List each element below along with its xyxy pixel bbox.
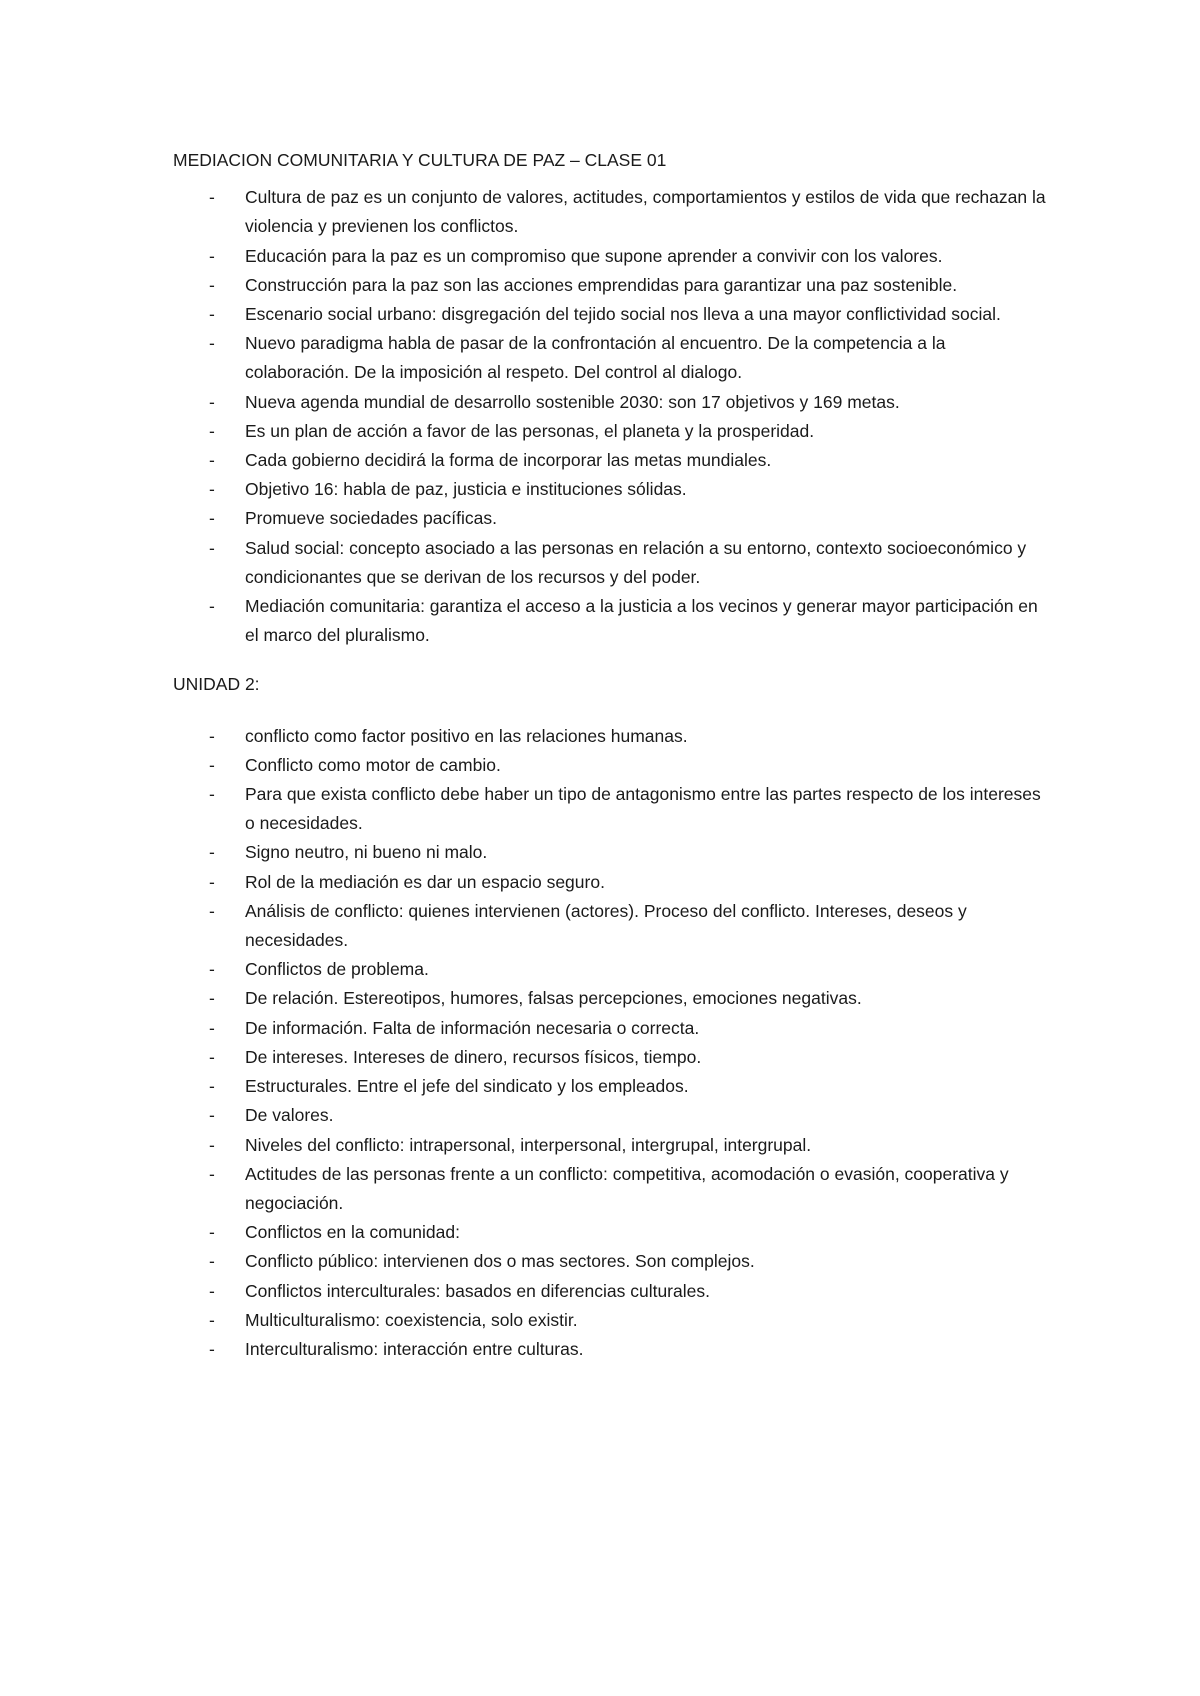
note-item [173, 242, 1053, 271]
bullet-dash: - [209, 1076, 215, 1097]
unit-2-item-text: Rol de la mediación es dar un espacio seguro. [245, 871, 605, 892]
bullet-dash: - [209, 420, 215, 441]
note-item-text: Promueve sociedades pacíficas. [245, 508, 497, 529]
note-item-text: Nuevo paradigma habla de pasar de la confrontación al encuentro. De la competencia a la colaboración. De la imposición al respeto. Del control al dialogo. [245, 333, 946, 383]
unit-2-heading: UNIDAD 2: [173, 674, 260, 695]
note-item [173, 300, 1053, 329]
note-item [173, 592, 1053, 650]
bullet-dash: - [209, 333, 215, 354]
bullet-dash: - [209, 187, 215, 208]
unit-2-item [173, 868, 1053, 897]
unit-2-item-text: Interculturalismo: interacción entre culturas. [245, 1338, 584, 1359]
note-item-text: Cada gobierno decidirá la forma de incorporar las metas mundiales. [245, 450, 772, 471]
unit-2-item [173, 897, 1053, 955]
unit-2-item [173, 955, 1053, 984]
note-item-text: Cultura de paz es un conjunto de valores, actitudes, comportamientos y estilos de vida que rechazan la violencia y previenen los conflictos. [245, 187, 1046, 237]
unit-2-item [173, 984, 1053, 1013]
note-item [173, 504, 1053, 533]
bullet-dash: - [209, 274, 215, 295]
unit-2-item-text: De relación. Estereotipos, humores, falsas percepciones, emociones negativas. [245, 988, 862, 1009]
unit-2-item [173, 1131, 1053, 1160]
unit-2-item [173, 751, 1053, 780]
bullet-dash: - [209, 391, 215, 412]
unit-2-item-text: Para que exista conflicto debe haber un tipo de antagonismo entre las partes respecto de los intereses o necesidades. [245, 784, 1041, 834]
unit-2-item-text: Niveles del conflicto: intrapersonal, interpersonal, intergrupal, intergrupal. [245, 1134, 812, 1155]
bullet-dash: - [209, 725, 215, 746]
bullet-dash: - [209, 1046, 215, 1067]
bullet-dash: - [209, 245, 215, 266]
bullet-dash: - [209, 871, 215, 892]
unit-2-item-text: De intereses. Intereses de dinero, recursos físicos, tiempo. [245, 1046, 702, 1067]
note-item-text: Construcción para la paz son las acciones emprendidas para garantizar una paz sostenible. [245, 274, 958, 295]
note-item [173, 183, 1053, 241]
bullet-dash: - [209, 754, 215, 775]
note-item-text: Nueva agenda mundial de desarrollo sostenible 2030: son 17 objetivos y 169 metas. [245, 391, 900, 412]
document-title: MEDIACION COMUNITARIA Y CULTURA DE PAZ – CLASE 01 [173, 150, 667, 170]
bullet-dash: - [209, 508, 215, 529]
unit-2-item-text: Estructurales. Entre el jefe del sindicato y los empleados. [245, 1076, 689, 1097]
bullet-dash: - [209, 842, 215, 863]
note-item-text: Mediación comunitaria: garantiza el acceso a la justicia a los vecinos y generar mayor participación en el marco del pluralismo. [245, 596, 1038, 646]
note-item [173, 446, 1053, 475]
unit-2-item-text: Conflicto público: intervienen dos o mas sectores. Son complejos. [245, 1251, 755, 1272]
unit-2-item [173, 1218, 1053, 1247]
note-item-text: Educación para la paz es un compromiso que supone aprender a convivir con los valores. [245, 245, 943, 266]
unit-2-item [173, 1072, 1053, 1101]
unit-2-item [173, 1277, 1053, 1306]
unit-2-item-text: Signo neutro, ni bueno ni malo. [245, 842, 488, 863]
unit-2-item [173, 1306, 1053, 1335]
bullet-dash: - [209, 1338, 215, 1359]
unit-2-item [173, 1101, 1053, 1130]
bullet-dash: - [209, 1017, 215, 1038]
unit-2-item-text: conflicto como factor positivo en las relaciones humanas. [245, 725, 688, 746]
unit-2-item-text: De información. Falta de información necesaria o correcta. [245, 1017, 700, 1038]
unit-2-item-text: Conflictos en la comunidad: [245, 1222, 460, 1243]
note-item [173, 534, 1053, 592]
note-item-text: Objetivo 16: habla de paz, justicia e instituciones sólidas. [245, 479, 687, 500]
note-item-text: Escenario social urbano: disgregación del tejido social nos lleva a una mayor conflictividad social. [245, 304, 1001, 325]
unit-2-item-text: Conflictos interculturales: basados en diferencias culturales. [245, 1280, 710, 1301]
note-item-text: Es un plan de acción a favor de las personas, el planeta y la prosperidad. [245, 420, 815, 441]
bullet-dash: - [209, 900, 215, 921]
unit-2-item [173, 722, 1053, 751]
unit-2-item-text: Análisis de conflicto: quienes intervienen (actores). Proceso del conflicto. Intereses, deseos y necesidades. [245, 900, 967, 951]
note-item [173, 329, 1053, 387]
unit-2-item-text: Conflicto como motor de cambio. [245, 754, 501, 775]
bullet-dash: - [209, 959, 215, 980]
unit-2-item [173, 780, 1053, 838]
unit-2-item-text: Multiculturalismo: coexistencia, solo existir. [245, 1309, 578, 1330]
bullet-dash: - [209, 1222, 215, 1243]
unit-2-item [173, 838, 1053, 867]
note-item [173, 475, 1053, 504]
unit-2-item [173, 1160, 1053, 1218]
unit-2-item [173, 1247, 1053, 1276]
document-page [173, 146, 1053, 1364]
note-item [173, 388, 1053, 417]
bullet-dash: - [209, 988, 215, 1009]
note-item-text: Salud social: concepto asociado a las personas en relación a su entorno, contexto socioeconómico y condicionantes que se derivan de los recursos y del poder. [245, 537, 1027, 587]
unit-2-item [173, 1335, 1053, 1364]
note-item [173, 271, 1053, 300]
bullet-dash: - [209, 1309, 215, 1330]
note-item [173, 417, 1053, 446]
unit-2-notes-list [173, 722, 1053, 1364]
bullet-dash: - [209, 450, 215, 471]
unit-2-item [173, 1014, 1053, 1043]
unit-2-item-text: Actitudes de las personas frente a un conflicto: competitiva, acomodación o evasión, cooperativa y negociación. [245, 1163, 1009, 1213]
bullet-dash: - [209, 596, 215, 617]
bullet-dash: - [209, 1105, 215, 1126]
unit-2-item [173, 1043, 1053, 1072]
bullet-dash: - [209, 784, 215, 805]
bullet-dash: - [209, 537, 215, 558]
class-notes-list [173, 183, 1053, 650]
bullet-dash: - [209, 1134, 215, 1155]
unit-2-item-text: Conflictos de problema. [245, 959, 429, 980]
unit-2-item-text: De valores. [245, 1105, 334, 1126]
bullet-dash: - [209, 304, 215, 325]
bullet-dash: - [209, 479, 215, 500]
bullet-dash: - [209, 1251, 215, 1272]
bullet-dash: - [209, 1280, 215, 1301]
bullet-dash: - [209, 1163, 215, 1184]
